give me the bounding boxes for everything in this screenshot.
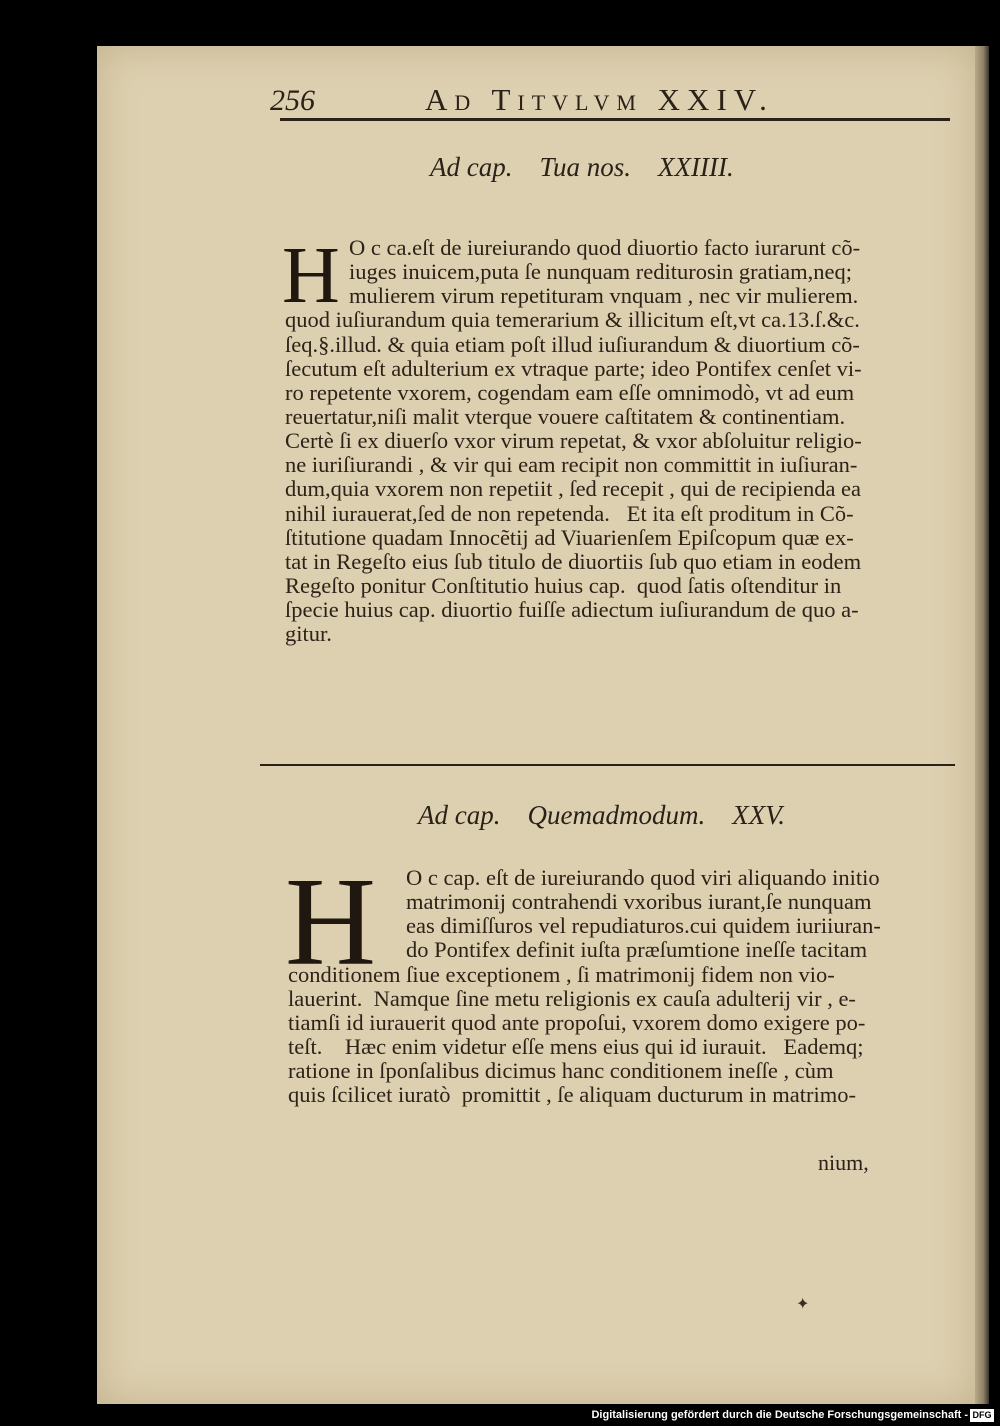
page-number: 256 [270,84,315,117]
text-line: gitur. [285,621,332,647]
text-line: tat in Regeſto eius ſub titulo de diuortiis ſub quo etiam in eodem [285,548,862,574]
text-line: tiamſi id iurauerit quod ante propoſui, vxorem domo exigere po- [288,1009,866,1035]
text-line: O c ca.eſt de iureiurando quod diuortio facto iurarunt cõ- [349,235,861,260]
drop-capital: H [282,232,340,320]
text-line: ſecutum eſt adulterium ex vtraque parte; ideo Pontifex cenſet vi- [285,355,862,381]
text-line: ſtitutione quadam Innocẽtij ad Viuarienſem Epiſcopum quæ ex- [285,524,854,550]
text-line: O c cap. eſt de iureiurando quod viri aliquando initio [406,865,880,890]
section-divider [260,764,955,766]
text-line: quis ſcilicet iuratò promittit , ſe aliquam ducturum in matrimo- [288,1082,857,1108]
text-line: ſeq.§.illud. & quia etiam poſt illud iuſiurandum & diuortium cõ- [285,331,860,357]
text-line: ratione in ſponſalibus dicimus hanc conditionem ineſſe , cùm [288,1058,834,1084]
text-line: matrimonij contrahendi vxoribus iurant,ſe nunquam [406,889,872,915]
text-line: ne iuriſiurandi , & vir qui eam recipit non committit in iuſiuran- [285,452,858,478]
text-line: nihil iurauerat,ſed de non repetenda. Et ita eſt proditum in Cõ- [285,500,854,526]
header-rule [280,118,950,121]
text-line: Certè ſi ex diuerſo vxor virum repetat, & vxor abſoluitur religio- [285,428,862,454]
text-line: conditionem ſiue exceptionem , ſi matrimonij fidem non vio- [288,961,835,987]
dfg-logo: DFG [970,1409,994,1422]
text-line: teſt. Hæc enim videtur eſſe mens eius qui id iurauit. Eademq; [288,1033,864,1059]
section-heading: Ad cap. Quemadmodum. XXV. [418,800,785,830]
text-line: lauerint. Namque ſine metu religionis ex cauſa adulterij vir , e- [288,985,856,1011]
text-line: ro repetente vxorem, cogendam eam eſſe omnimodò, vt ad eum [285,379,855,405]
text-line: quod iuſiurandum quia temerarium & illicitum eſt,vt ca.13.ſ.&c. [285,307,860,333]
text-line: ſpecie huius cap. diuortio fuiſſe adiectum iuſiurandum de quo a- [285,597,859,623]
section-text [285,236,862,646]
page-edge [975,46,989,1404]
section-heading: Ad cap. Tua nos. XXIIII. [430,152,734,182]
text-line: dum,quia vxorem non repetiit , ſed recepit , qui de recipienda ea [285,476,862,502]
running-head [270,82,950,122]
running-title: Ad Titvlvm XXIV. [425,82,774,117]
section-text [288,866,881,1107]
catchword: nium, [818,1150,869,1175]
text-line: Regeſto ponitur Conſtitutio huius cap. quod ſatis oſtenditur in [285,572,842,598]
text-line: do Pontifex definit iuſta præſumtione ineſſe tacitam [406,937,868,963]
footer-credit: Digitalisierung gefördert durch die Deutsche Forschungsgemeinschaft - [591,1409,968,1421]
text-line: mulierem virum repetituram vnquam , nec vir mulierem. [349,283,859,309]
drop-capital: H [285,853,376,992]
text-line: eas dimiſſuros vel repudiaturos.cui quidem iuriiuran- [406,913,881,939]
ink-mark: ✦ [796,1296,810,1313]
text-line: reuertatur,niſi malit vterque vouere caſtitatem & continentiam. [285,403,846,429]
text-line: iuges inuicem,puta ſe nunquam rediturosin gratiam,neq; [349,259,852,285]
